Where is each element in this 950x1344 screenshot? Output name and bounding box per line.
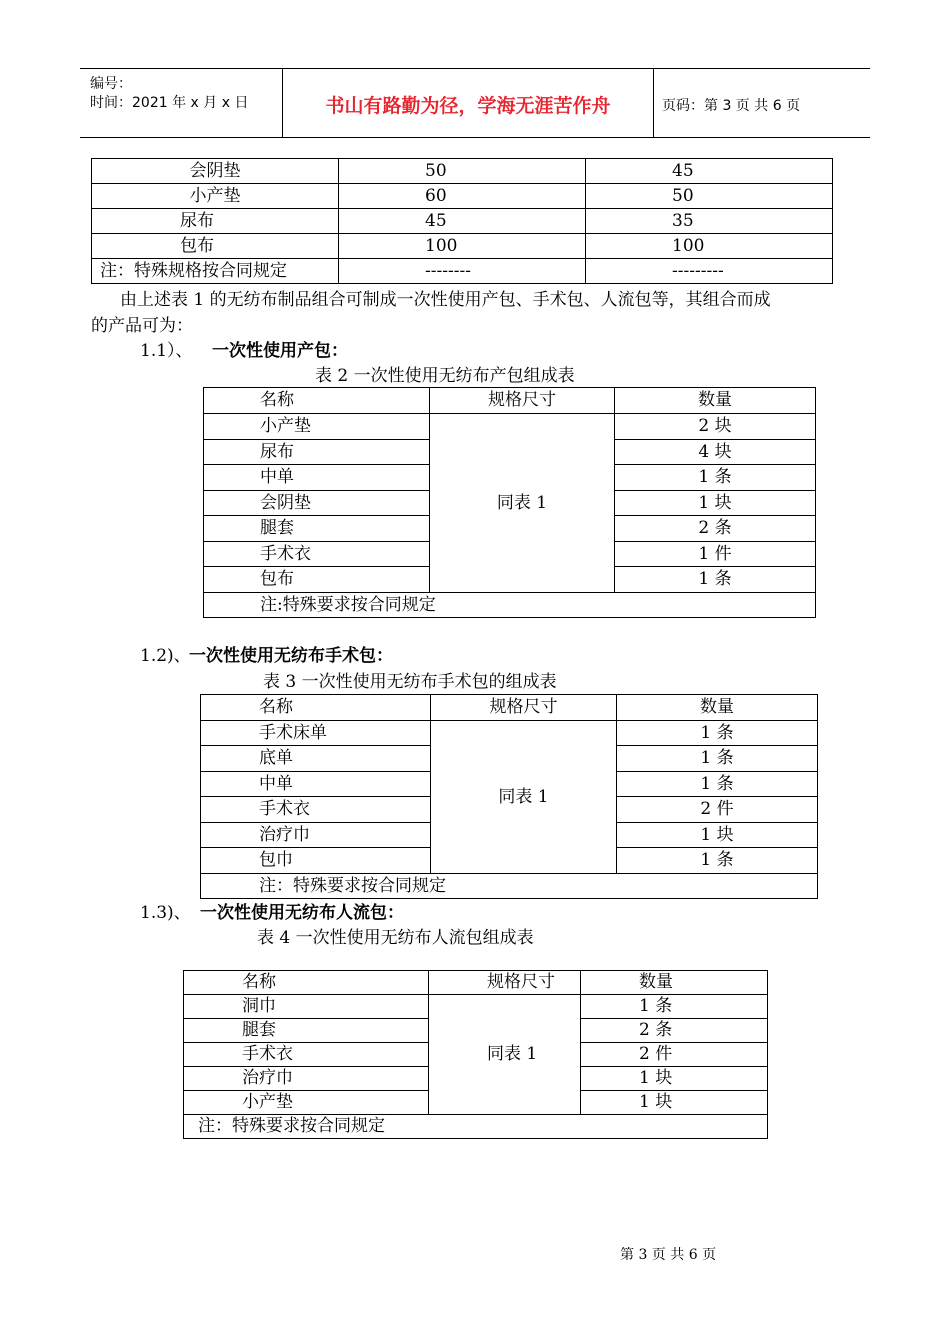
table-row (201, 721, 818, 746)
table-note: 注:特殊要求按合同规定 (204, 593, 816, 618)
table-cell: 腿套 (204, 516, 430, 542)
table-cell: 尿布 (204, 440, 430, 465)
column-header-name: 名称 (201, 695, 431, 721)
table-cell: 手术床单 (201, 721, 431, 746)
table-cell: 1 件 (615, 542, 816, 567)
section-1-heading: 一次性使用产包： (212, 341, 348, 361)
header-motto-cell (283, 69, 654, 137)
page-header (80, 68, 870, 138)
table-4 (183, 970, 768, 1139)
paragraph-line-1: 由上述表 1 的无纺布制品组合可制成一次性使用产包、手术包、人流包等，其组合而成 (120, 290, 771, 310)
spec-merged-cell: 同表 1 (431, 721, 617, 874)
table-cell: 底单 (201, 746, 431, 772)
table-cell: 1 条 (615, 567, 816, 593)
table-cell: 治疗巾 (201, 823, 431, 848)
column-header-name: 名称 (184, 971, 429, 995)
table-cell: 手术衣 (201, 797, 431, 823)
header-page-info: 页码：第 3 页 共 6 页 (662, 98, 801, 114)
section-1-number: 1.1）、 (140, 341, 193, 361)
table-cell: 手术衣 (204, 542, 430, 567)
table-cell: 1 条 (581, 995, 768, 1019)
header-left-cell (80, 69, 283, 137)
column-header-qty: 数量 (581, 971, 768, 995)
table-header-row (204, 388, 816, 414)
document-number-label: 编号： (90, 76, 132, 92)
table-cell: 包布 (204, 567, 430, 593)
section-3-number: 1.3)、 (140, 903, 191, 923)
table-cell: 50 (339, 159, 586, 184)
section-2-number: 1.2)、 (140, 646, 191, 666)
column-header-spec: 规格尺寸 (429, 971, 581, 995)
table-cell: 1 条 (617, 721, 818, 746)
table-cell: 100 (339, 234, 586, 259)
table-cell: --------- (586, 259, 833, 284)
spec-merged-cell: 同表 1 (430, 414, 615, 593)
table-cell: 中单 (204, 465, 430, 491)
table-cell: 中单 (201, 772, 431, 797)
table-cell: 2 件 (617, 797, 818, 823)
paragraph-line-2: 的产品可为： (91, 316, 193, 336)
table-cell: 35 (586, 209, 833, 234)
table-cell: 1 条 (615, 465, 816, 491)
table-cell: 治疗巾 (184, 1067, 429, 1091)
table-cell: 包布 (92, 234, 339, 259)
table-cell: 小产垫 (184, 1091, 429, 1115)
table-row (92, 259, 833, 284)
table-cell: 2 条 (581, 1019, 768, 1043)
table-note: 注：特殊要求按合同规定 (201, 874, 818, 899)
table-row (92, 234, 833, 259)
table-row (92, 184, 833, 209)
table-cell: 1 块 (581, 1067, 768, 1091)
table-row (92, 159, 833, 184)
table-row (92, 209, 833, 234)
section-3-heading: 一次性使用无纺布人流包： (200, 903, 404, 923)
table-cell: 包巾 (201, 848, 431, 874)
table-cell: 1 条 (617, 746, 818, 772)
table-cell: 1 块 (617, 823, 818, 848)
spec-merged-cell: 同表 1 (429, 995, 581, 1115)
table-row (204, 414, 816, 440)
table-cell: 小产垫 (92, 184, 339, 209)
table-cell: 1 条 (617, 848, 818, 874)
page-footer: 第 3 页 共 6 页 (620, 1247, 717, 1263)
table-2-caption: 表 2 一次性使用无纺布产包组成表 (315, 366, 575, 386)
section-2-heading: 一次性使用无纺布手术包： (189, 646, 393, 666)
table-3 (200, 694, 818, 899)
table-cell: 1 块 (615, 491, 816, 516)
table-4-caption: 表 4 一次性使用无纺布人流包组成表 (257, 928, 534, 948)
table-cell: 手术衣 (184, 1043, 429, 1067)
table-note-row (201, 874, 818, 899)
table-note: 注：特殊要求按合同规定 (184, 1115, 768, 1139)
header-motto: 书山有路勤为径，学海无涯苦作舟 (325, 95, 611, 117)
column-header-name: 名称 (204, 388, 430, 414)
header-page-cell (654, 69, 870, 137)
column-header-spec: 规格尺寸 (430, 388, 615, 414)
table-3-caption: 表 3 一次性使用无纺布手术包的组成表 (263, 672, 557, 692)
table-cell: 会阴垫 (204, 491, 430, 516)
document-time-label: 时间：2021 年 x 月 x 日 (90, 95, 249, 111)
table-header-row (184, 971, 768, 995)
table-cell: 100 (586, 234, 833, 259)
table-cell: 1 条 (617, 772, 818, 797)
table-cell: 4 块 (615, 440, 816, 465)
table-cell: 1 块 (581, 1091, 768, 1115)
table-cell: -------- (339, 259, 586, 284)
table-1-continued (91, 158, 833, 284)
table-cell: 腿套 (184, 1019, 429, 1043)
table-cell: 会阴垫 (92, 159, 339, 184)
table-cell: 2 条 (615, 516, 816, 542)
table-note-cell: 注：特殊规格按合同规定 (92, 259, 339, 284)
table-cell: 2 件 (581, 1043, 768, 1067)
table-note-row (204, 593, 816, 618)
table-cell: 45 (339, 209, 586, 234)
table-cell: 2 块 (615, 414, 816, 440)
table-cell: 50 (586, 184, 833, 209)
table-cell: 尿布 (92, 209, 339, 234)
table-header-row (201, 695, 818, 721)
table-2 (203, 387, 816, 618)
column-header-spec: 规格尺寸 (431, 695, 617, 721)
column-header-qty: 数量 (615, 388, 816, 414)
table-cell: 洞巾 (184, 995, 429, 1019)
table-cell: 小产垫 (204, 414, 430, 440)
column-header-qty: 数量 (617, 695, 818, 721)
table-row (184, 995, 768, 1019)
table-cell: 60 (339, 184, 586, 209)
table-cell: 45 (586, 159, 833, 184)
table-note-row (184, 1115, 768, 1139)
